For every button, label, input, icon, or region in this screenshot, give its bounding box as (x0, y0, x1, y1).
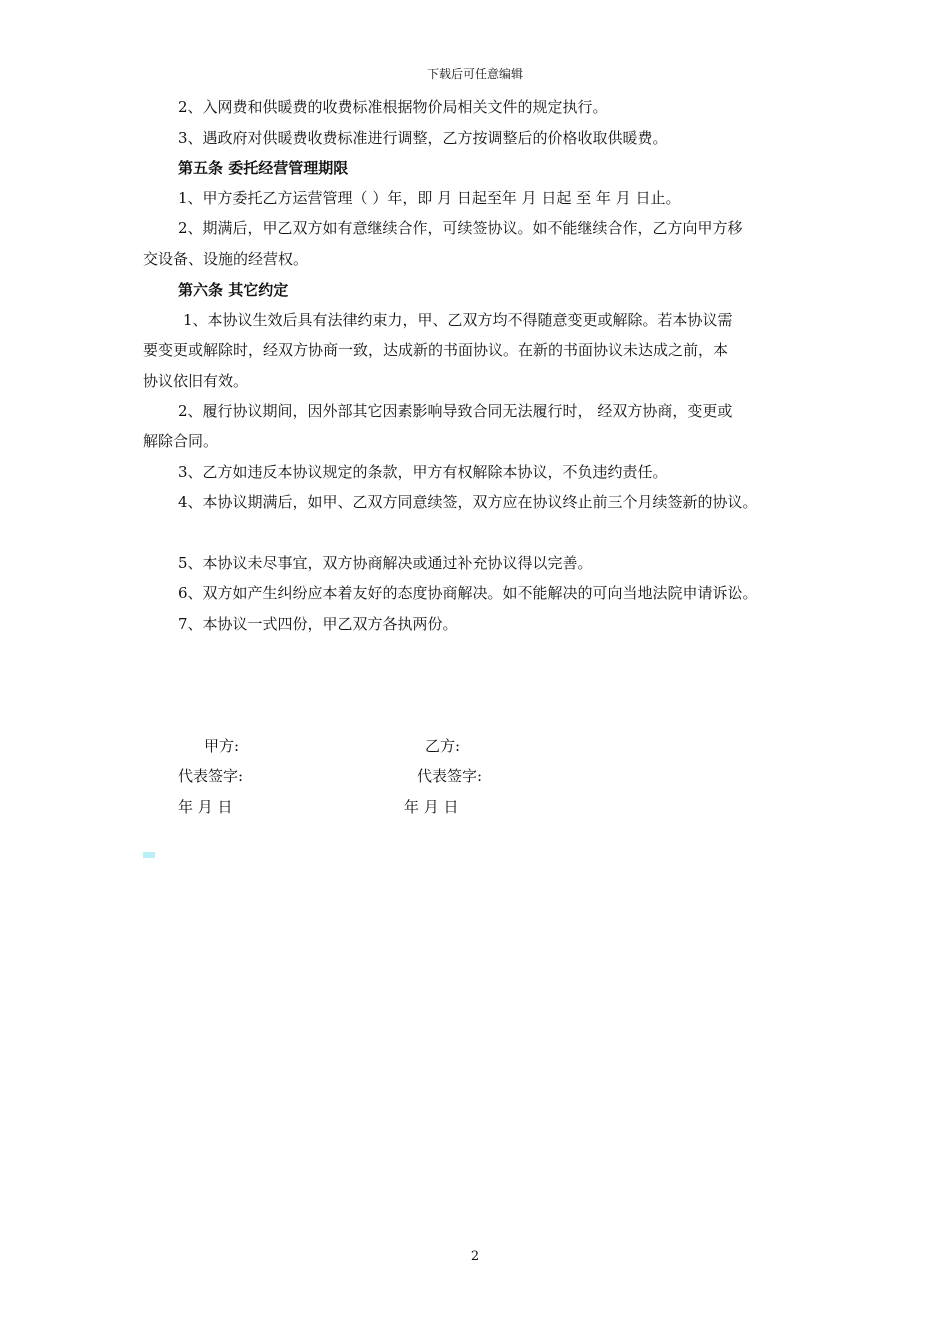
clause-6-item-1-line-2: 要变更或解除时，经双方协商一致，达成新的书面协议。在新的书面协议未达成之前，本 (143, 341, 729, 359)
page-header: 下载后可任意编辑 (426, 67, 523, 81)
clause-5-item-2-line-2: 交设备、设施的经营权。 (143, 250, 309, 268)
party-a-label: 甲方: (204, 737, 240, 755)
party-b-label: 乙方: (425, 737, 461, 755)
clause-6-item-1-line-3: 协议依旧有效。 (143, 372, 249, 390)
clause-6-item-2-line-2: 解除合同。 (143, 432, 219, 450)
party-a-signature-label: 代表签字: (178, 767, 244, 785)
clause-6-item-5: 5、本协议未尽事宜，双方协商解决或通过补充协议得以完善。 (178, 554, 593, 572)
page-number: 2 (470, 1249, 480, 1264)
clause-4-item-2: 2、入网费和供暖费的收费标准根据物价局相关文件的规定执行。 (178, 98, 608, 116)
clause-5-item-2-line-1: 2、期满后，甲乙双方如有意继续合作，可续签协议。如不能继续合作，乙方向甲方移 (178, 219, 743, 237)
party-b-signature-label: 代表签字: (417, 767, 483, 785)
clause-6-item-1-line-1: 1、本协议生效后具有法律约束力，甲、乙双方均不得随意变更或解除。若本协议需 (183, 311, 733, 329)
party-a-date: 年 月 日 (178, 798, 233, 816)
clause-6-item-7: 7、本协议一式四份，甲乙双方各执两份。 (178, 615, 458, 633)
highlight-marker (143, 852, 155, 858)
clause-6-item-6: 6、双方如产生纠纷应本着友好的态度协商解决。如不能解决的可向当地法院申请诉讼。 (178, 584, 758, 602)
clause-4-item-3: 3、遇政府对供暖费收费标准进行调整，乙方按调整后的价格收取供暖费。 (178, 129, 668, 147)
clause-5-item-1: 1、甲方委托乙方运营管理（ ）年，即 月 日起至年 月 日起 至 年 月 日止。 (178, 189, 681, 207)
clause-5-title: 第五条 委托经营管理期限 (178, 159, 349, 177)
clause-6-item-3: 3、乙方如违反本协议规定的条款，甲方有权解除本协议，不负违约责任。 (178, 463, 668, 481)
clause-6-title: 第六条 其它约定 (178, 281, 289, 299)
clause-6-item-2-line-1: 2、履行协议期间，因外部其它因素影响导致合同无法履行时， 经双方协商，变更或 (178, 402, 733, 420)
clause-6-item-4: 4、本协议期满后，如甲、乙双方同意续签，双方应在协议终止前三个月续签新的协议。 (178, 493, 758, 511)
party-b-date: 年 月 日 (404, 798, 459, 816)
